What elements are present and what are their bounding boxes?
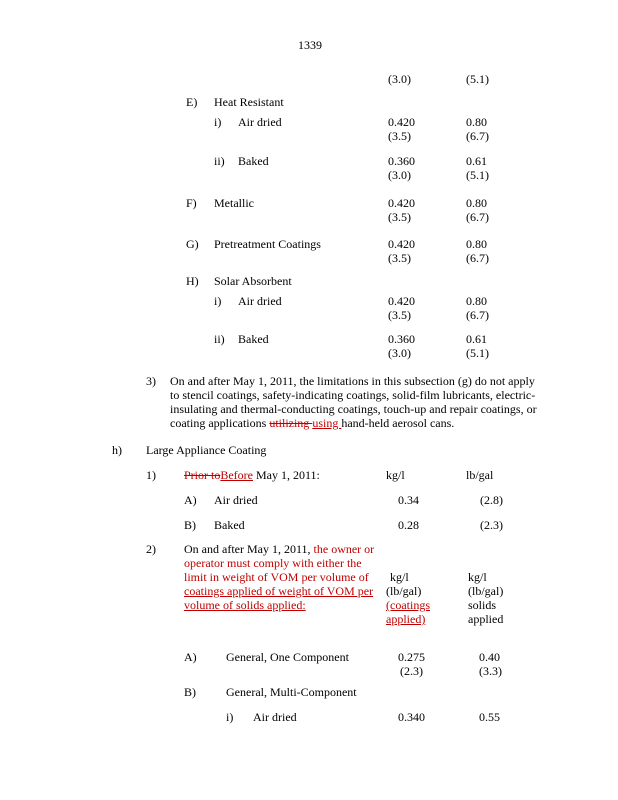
col1-header-1: kg/l [390, 570, 409, 584]
unit-english: lb/gal [466, 468, 494, 482]
subitem-label: Baked [238, 154, 269, 168]
item2-line-5: volume of solids applied: [184, 598, 306, 612]
subitem-label: Baked [238, 332, 269, 346]
metric-value: 0.420 [388, 115, 415, 129]
english-value-alt: (6.7) [466, 308, 489, 322]
english-value: 0.80 [466, 115, 487, 129]
metric-value: 0.360 [388, 332, 415, 346]
subitem-marker: i) [226, 710, 234, 724]
subitem-label: Air dried [238, 294, 282, 308]
metric-value-alt: (3.0) [388, 168, 411, 182]
english-value: 0.61 [466, 332, 487, 346]
english-value: 0.80 [466, 196, 487, 210]
col2-header-2: (lb/gal) [468, 584, 504, 598]
item-marker: F) [186, 196, 197, 210]
item2-line-4: coatings applied of weight of VOM per [184, 584, 374, 598]
section-title: Large Appliance Coating [146, 443, 267, 457]
item2-line-1 [184, 542, 374, 556]
metric-value: 0.420 [388, 294, 415, 308]
metric-value: 0.340 [398, 710, 425, 724]
col1-header-2: (lb/gal) [386, 584, 422, 598]
metric-value-alt: (2.3) [400, 664, 423, 678]
metric-value: 0.28 [398, 518, 419, 532]
paragraph-text: On and after May 1, 2011, the limitations in this subsection (g) do not apply to stencil coatings, safety-indicating coatings, solid-film lubricants, electric-insulating and thermal-conducting coatings, touch-up and repair coatings, or coating applications [170, 374, 537, 430]
item-marker: H) [186, 274, 199, 288]
item-label: Air dried [214, 493, 258, 507]
metric-value: 0.360 [388, 154, 415, 168]
metric-value: 0.275 [398, 650, 425, 664]
section-marker: h) [112, 443, 122, 457]
col1-header-3: (coatings [386, 598, 430, 612]
item-label: Pretreatment Coatings [214, 237, 321, 251]
metric-value-alt: (3.5) [388, 308, 411, 322]
item-heading [184, 468, 320, 482]
english-value: 0.55 [479, 710, 500, 724]
line-text: On and after May 1, 2011, [184, 542, 314, 556]
item2-line-2: operator must comply with either the [184, 556, 362, 570]
english-value: 0.40 [479, 650, 500, 664]
col2-header-1: kg/l [468, 570, 487, 584]
col2-header-3: solids [468, 598, 497, 612]
subitem-marker: ii) [214, 332, 225, 346]
col2-header-4: applied [468, 612, 504, 626]
item-label: Baked [214, 518, 245, 532]
metric-value-alt: (3.0) [388, 346, 411, 360]
subitem-marker: i) [214, 294, 222, 308]
metric-value-alt: (3.5) [388, 210, 411, 224]
subitem-label: Air dried [238, 115, 282, 129]
inserted-text: the owner or [313, 542, 375, 556]
english-value-alt: (6.7) [466, 129, 489, 143]
item-marker: 2) [146, 542, 156, 556]
item2-line-3: limit in weight of VOM per volume of [184, 570, 369, 584]
english-value: (2.3) [480, 518, 503, 532]
item-marker: A) [184, 650, 197, 664]
item-label: Heat Resistant [214, 95, 284, 109]
english-value: (5.1) [466, 72, 489, 86]
deleted-text: Prior to [184, 468, 221, 482]
metric-value: 0.420 [388, 196, 415, 210]
item-label: General, One Component [226, 650, 349, 664]
item-marker: A) [184, 493, 197, 507]
page-number: 1339 [298, 38, 322, 52]
metric-value-alt: (3.5) [388, 251, 411, 265]
item-marker: G) [186, 237, 199, 251]
item-marker: 1) [146, 468, 156, 482]
item-marker: E) [186, 95, 198, 109]
paragraph-text-end: hand-held aerosol cans. [341, 416, 455, 430]
item-marker: B) [184, 685, 196, 699]
english-value: 0.80 [466, 237, 487, 251]
english-value: 0.80 [466, 294, 487, 308]
inserted-text: Before [220, 468, 253, 482]
col1-header-4: applied) [386, 612, 426, 626]
english-value: 0.61 [466, 154, 487, 168]
english-value: (2.8) [480, 493, 503, 507]
item-label: General, Multi-Component [226, 685, 357, 699]
english-value-alt: (5.1) [466, 346, 489, 360]
english-value-alt: (3.3) [479, 664, 502, 678]
heading-text: May 1, 2011: [253, 468, 320, 482]
paragraph-marker: 3) [146, 374, 156, 388]
inserted-text: using [312, 416, 342, 430]
deleted-text: utilizing [269, 416, 313, 430]
metric-value: (3.0) [388, 72, 411, 86]
english-value-alt: (6.7) [466, 251, 489, 265]
item-label: Metallic [214, 196, 254, 210]
metric-value-alt: (3.5) [388, 129, 411, 143]
unit-metric: kg/l [386, 468, 405, 482]
subitem-marker: i) [214, 115, 222, 129]
item-label: Solar Absorbent [214, 274, 292, 288]
english-value-alt: (5.1) [466, 168, 489, 182]
english-value-alt: (6.7) [466, 210, 489, 224]
item-marker: B) [184, 518, 196, 532]
metric-value: 0.420 [388, 237, 415, 251]
subitem-marker: ii) [214, 154, 225, 168]
subitem-label: Air dried [253, 710, 297, 724]
metric-value: 0.34 [398, 493, 419, 507]
exemption-paragraph [170, 374, 544, 430]
